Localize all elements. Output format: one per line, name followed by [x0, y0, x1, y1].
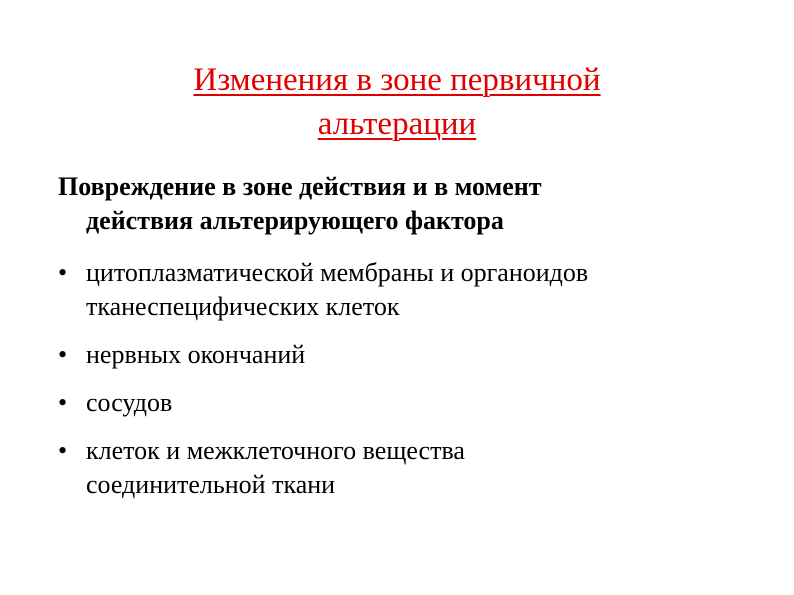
bullet-icon: •: [58, 340, 68, 369]
bullet-text-line: цитоплазматической мембраны и органоидов: [86, 258, 589, 287]
bullet-text: [86, 338, 748, 372]
bullet-item: [58, 386, 748, 420]
bullet-text-line: сосудов: [86, 388, 173, 417]
slide-title-line-1: Изменения в зоне первичной: [193, 62, 601, 98]
bullet-icon: •: [58, 388, 68, 417]
bullet-text: [86, 434, 748, 502]
bullet-item: [58, 338, 748, 372]
bullet-text: [86, 256, 748, 324]
bullet-text-line: клеток и межклеточного вещества: [86, 436, 465, 465]
bullet-item: [58, 256, 748, 324]
lead-line-2: действия альтерирующего фактора: [86, 206, 504, 235]
lead-paragraph: [58, 170, 738, 238]
slide-title-line-2: альтерации: [317, 106, 477, 142]
bullet-item: [58, 434, 748, 502]
bullet-text-line: нервных окончаний: [86, 340, 306, 369]
bullet-icon: •: [58, 436, 68, 465]
slide-title: [60, 58, 734, 146]
bullet-list: [58, 256, 748, 516]
bullet-text: [86, 386, 748, 420]
lead-line-1: Повреждение в зоне действия и в момент: [58, 172, 542, 201]
bullet-icon: •: [58, 258, 68, 287]
bullet-text-line: соединительной ткани: [86, 470, 336, 499]
bullet-text-line: тканеспецифических клеток: [86, 292, 400, 321]
